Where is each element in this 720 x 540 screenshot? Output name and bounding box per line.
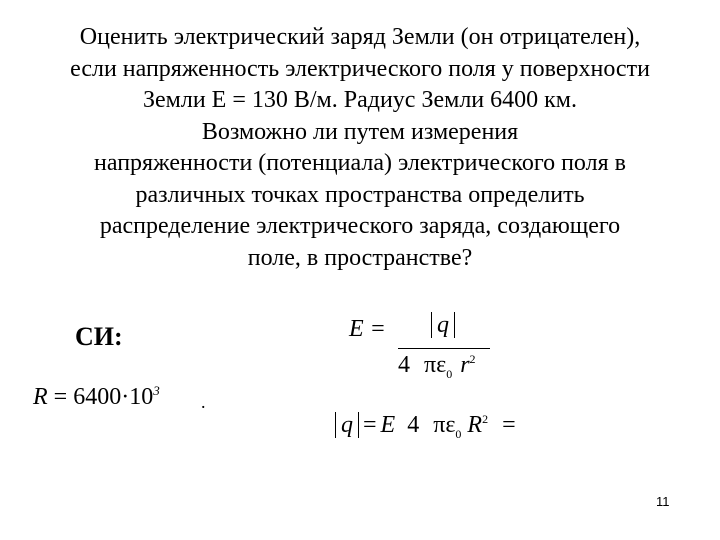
stray-dot: .	[201, 392, 206, 412]
charge-abs: q	[431, 312, 455, 338]
field-equation-lhs: E =	[349, 316, 386, 342]
problem-line: напряженности (потенциала) электрического поля в	[94, 150, 626, 176]
factor-four: 4	[407, 412, 420, 438]
fraction-bar	[398, 348, 490, 349]
charge-abs: q	[335, 412, 359, 438]
problem-line: Земли Е = 130 В/м. Радиус Земли 6400 км.	[143, 87, 577, 113]
fraction-numerator	[395, 312, 491, 339]
den-epsilon-sub: 0	[446, 366, 453, 381]
den-pi: π	[424, 352, 437, 378]
field-variable: E	[380, 412, 396, 438]
equals-sign: =	[363, 412, 377, 438]
si-label: СИ:	[75, 322, 123, 351]
problem-line: Оценить электрический заряд Земли (он отрицателен),	[79, 24, 641, 50]
radius-equation	[33, 384, 160, 411]
charge-equation	[335, 412, 520, 439]
factor-exponent: 2	[482, 412, 489, 426]
fraction-denominator	[398, 352, 476, 379]
problem-line: Возможно ли путем измерения	[201, 118, 519, 145]
factor-radius: R	[467, 412, 483, 438]
den-exponent: 2	[469, 352, 476, 366]
factor-pi: π	[433, 412, 446, 438]
equals-sign: =	[502, 412, 516, 438]
problem-line: если напряженность электрического поля у поверхности	[70, 55, 650, 82]
radius-exponent: 3	[153, 383, 160, 398]
page-number: 11	[656, 494, 670, 509]
problem-line: различных точках пространства определить	[135, 181, 585, 208]
radius-variable: R	[33, 384, 48, 410]
problem-line: поле, в пространстве?	[247, 244, 473, 271]
den-radius: r	[460, 352, 470, 378]
problem-line: распределение электрического заряда, создающего	[99, 213, 621, 239]
factor-epsilon: ε	[445, 412, 456, 438]
factor-epsilon-sub: 0	[455, 426, 462, 441]
den-epsilon: ε	[436, 352, 447, 378]
den-four: 4	[398, 352, 410, 378]
equals-sign: =	[53, 384, 68, 410]
problem-statement	[10, 22, 710, 274]
radius-value: 6400·10	[73, 384, 154, 410]
